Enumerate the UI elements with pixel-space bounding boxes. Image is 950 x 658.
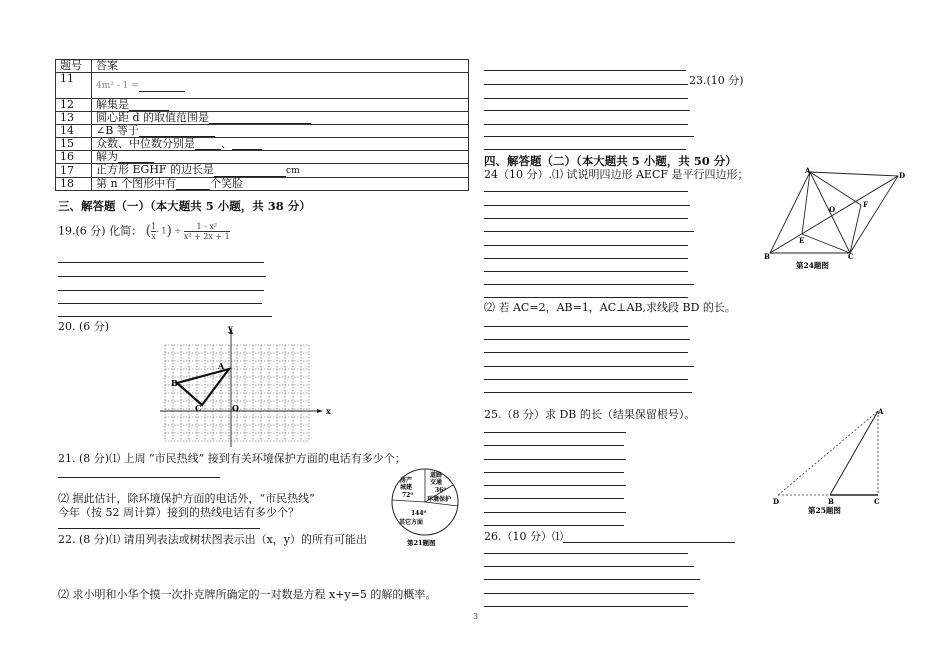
parallelogram-figure [762,165,907,270]
origin-label: O [232,403,239,413]
q21-line3: 今年（按 52 周计算）接到的热线电话有多少个？ [58,506,299,519]
table-row [56,164,469,178]
section3-title: 三、解答题（一）（本大题共 5 小题，共 38 分） [58,199,311,213]
row-num: 11 [56,73,92,99]
table-row [56,112,469,125]
q23-label: 23.(10 分) [689,74,744,87]
table-row [56,178,469,191]
q25-line1: 25.（8 分）求 DB 的长（结果保留根号）。 [484,408,696,421]
pie-label-env: 环境保护 [427,496,452,503]
answer-blank[interactable] [129,100,169,111]
point-c-label: C [195,403,202,413]
row-text: 众数、中位数分别是 [96,137,195,150]
row-text: 解为 [96,150,118,163]
fig24-caption: 第24题图 [796,261,829,270]
pie-angle-72: 72⁰ [402,492,413,499]
row-text: ∠B 等于 [96,124,139,137]
answer-blank[interactable] [232,139,262,150]
q26-line1 [484,530,735,543]
row-num: 14 [56,125,92,138]
page-number: 3 [473,612,479,621]
pie-caption: 第21题图 [407,539,436,547]
unit: cm [286,166,300,176]
fig25-caption: 第25题图 [808,506,841,515]
q21-line2: ⑵ 据此估计，除环境保护方面的电话外，“市民热线” [58,492,315,505]
table-row [56,99,469,112]
fig25-point-a: A [878,407,884,416]
triangle-figure [770,405,895,517]
fig25-point-c: C [874,497,880,506]
fig24-point-d: D [899,171,906,180]
header-cell: 题号 [56,60,92,73]
q22-line2: ⑵ 求小明和小华个摸一次扑克牌所确定的一对数是方程 x+y=5 的解的概率。 [58,588,437,601]
table-row [56,125,469,138]
section4-title: 四、解答题（二）（本大题共 5 小题，共 50 分） [484,154,737,168]
row-text: 4m² - 1 = [96,81,139,91]
table-row [56,151,469,164]
q19-expression: ( $\frac{1}{x}$ - 1) ÷ $\frac{\text{1 - x²}}{\text{x² + 2x + 1}}$ [145,222,230,241]
answer-blank[interactable] [139,126,215,137]
pie-label-urban: 城建 [400,484,413,491]
fig24-point-b: B [764,252,770,261]
frac-den: x² + 2x + 1 [183,232,230,241]
answer-table [55,59,469,191]
frac-den: x [151,232,156,241]
q21-line1: 21. (8 分)⑴ 上周 “市民热线” 接到有关环境保护方面的电话有多少个； [58,452,406,465]
frac-num: 1 - x² [184,222,230,232]
fig24-point-e: E [799,236,805,245]
expr-part: - 1 [156,226,167,236]
frac-num: 1 [151,222,157,231]
q24-line2: ⑵ 若 AC=2，AB=1，AC⊥AB,求线段 BD 的长。 [484,301,736,314]
pie-label-house: 房产 [400,477,413,484]
q26-label: 26.（10 分）⑴ [484,530,563,543]
y-axis-label: y [228,323,233,333]
pie-angle-144: 144⁰ [411,510,427,517]
point-a-label: A [218,361,225,371]
pie-label-road: 道路 [430,472,443,479]
q19-label-text: 19.(6 分) 化简： [58,224,143,238]
row-num: 13 [56,112,92,125]
answer-blank[interactable] [563,532,735,543]
answer-blank[interactable] [209,113,311,124]
pie-label-other: 其它方面 [399,519,424,526]
row-num: 18 [56,178,92,191]
pie-angle-36: 36⁰ [435,487,446,494]
coordinate-grid-figure [155,325,330,450]
fig24-point-a: A [805,166,811,175]
separator: 、 [221,137,232,150]
pie-label-traffic: 交通 [430,479,443,486]
row-text: 解集是 [96,98,129,111]
q22-line1: 22. (8 分)⑴ 请用列表法或树状图表示出（x，y）的所有可能出 [58,533,367,546]
q20-label: 20. (6 分) [58,320,110,333]
row-num: 15 [56,138,92,151]
answer-blank[interactable] [195,139,221,150]
row-num: 17 [56,164,92,178]
row-num: 12 [56,99,92,112]
q19-label [58,222,230,241]
row-text-after: 个笑脸 [210,177,244,190]
row-text: 第 n 个图形中有 [96,177,177,190]
fig25-point-d: D [773,497,780,506]
header-cell: 答案 [92,60,469,73]
table-row [56,138,469,151]
fig25-point-b: B [828,497,834,506]
fig24-point-f: F [863,200,868,209]
row-text: 正方形 EGHF 的边长是 [96,163,215,176]
x-axis-label: x [326,406,331,416]
x-axis-arrow [317,409,323,413]
row-num: 16 [56,151,92,164]
table-header-row [56,60,469,73]
answer-blank[interactable] [214,166,286,177]
pie-chart-figure [385,468,465,548]
row-text: 圆心距 d 的取值范围是 [96,111,210,124]
answer-blank[interactable] [176,179,210,190]
answer-blank[interactable] [118,152,154,163]
table-row [56,73,469,99]
answer-blank[interactable] [139,81,185,92]
fig24-point-c: C [848,252,854,261]
q24-line1: 24（10 分）.⑴ 试说明四边形 AECF 是平行四边形； [484,168,749,181]
point-b-label: B [171,378,178,388]
fig24-point-o: O [829,205,836,214]
